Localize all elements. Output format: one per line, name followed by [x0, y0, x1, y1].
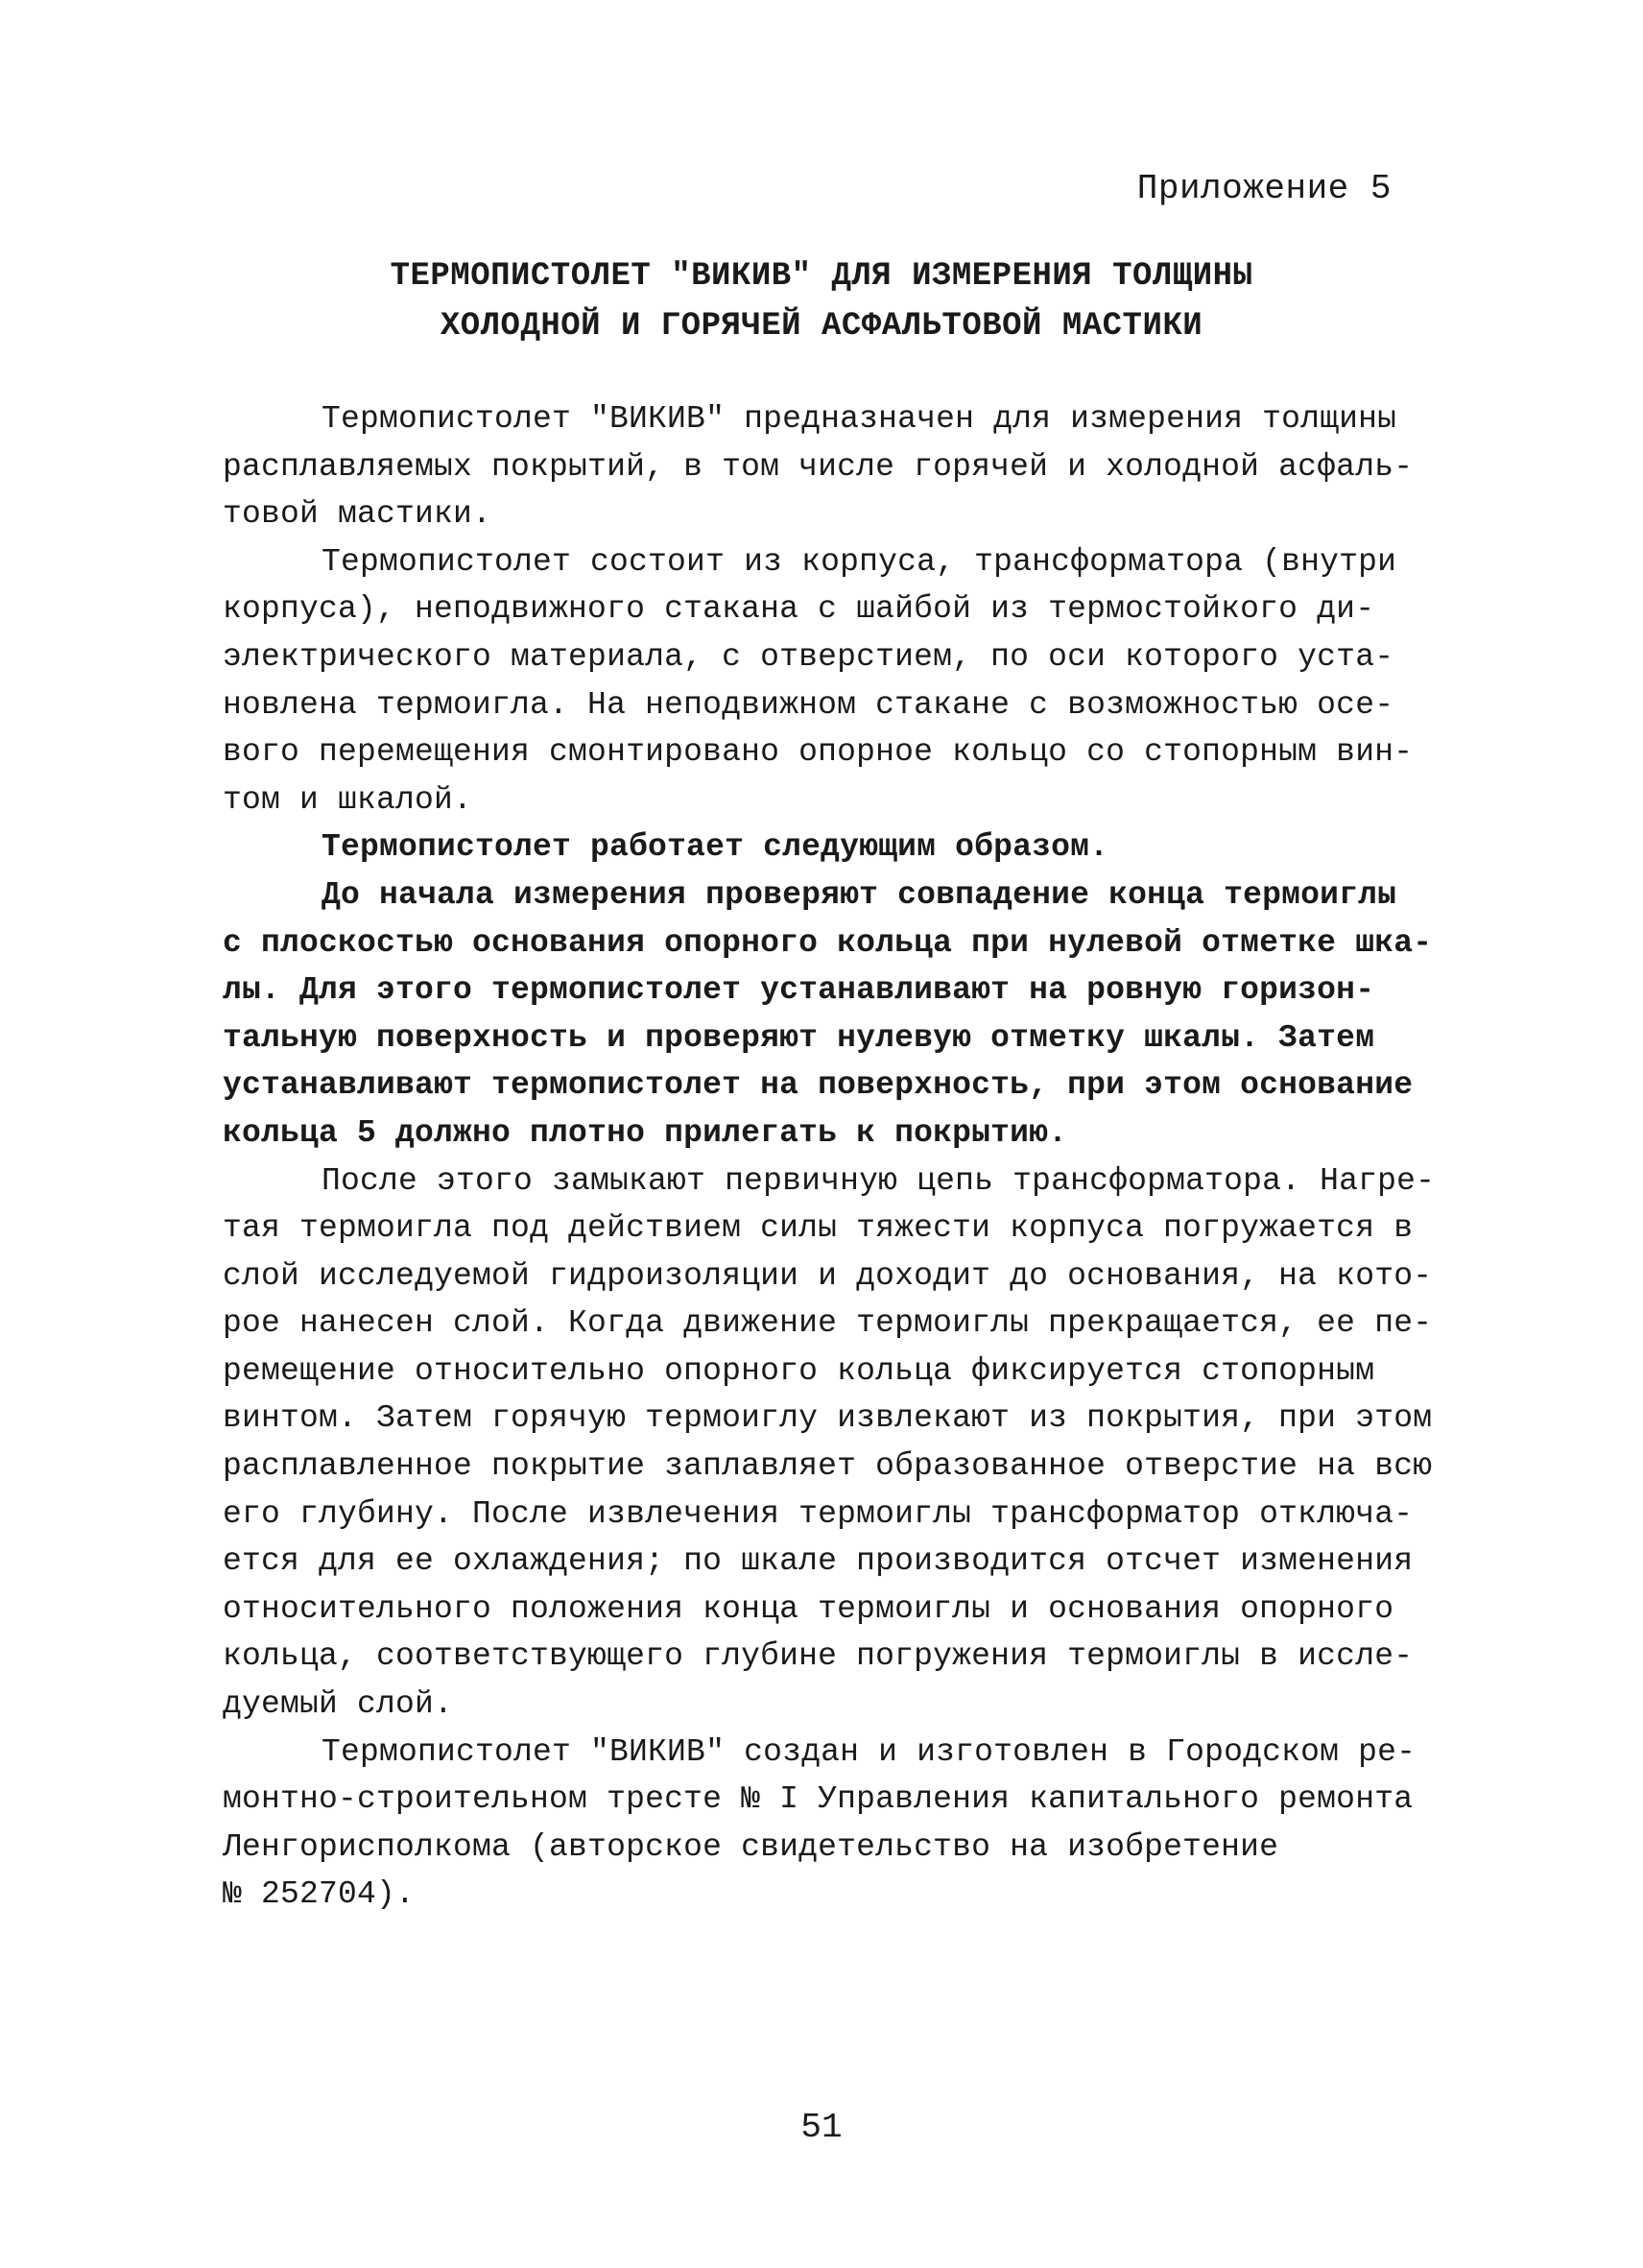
paragraph-5: [223, 1158, 1451, 1729]
text-line: расплавляемых покрытий, в том числе горячей и холодной асфаль-: [223, 448, 1414, 485]
document-title: [0, 251, 1643, 351]
text-line: монтно-строительном тресте № I Управления капитального ремонта: [223, 1781, 1414, 1818]
text-line: До начала измерения проверяют совпадение конца термоиглы: [321, 876, 1397, 913]
text-line: корпуса), неподвижного стакана с шайбой из термостойкого ди-: [223, 591, 1375, 628]
text-line: кольца 5 должно плотно прилегать к покрытию.: [223, 1114, 1068, 1151]
text-line: рое нанесен слой. Когда движение термоиглы прекращается, ее пе-: [223, 1305, 1433, 1342]
text-line: После этого замыкают первичную цепь трансформатора. Нагре-: [321, 1162, 1436, 1199]
text-line: с плоскостью основания опорного кольца при нулевой отметке шка-: [223, 924, 1433, 961]
text-line: товой мастики.: [223, 496, 492, 533]
title-line-2: ХОЛОДНОЙ И ГОРЯЧЕЙ АСФАЛЬТОВОЙ МАСТИКИ: [440, 308, 1203, 345]
text-line: лы. Для этого термопистолет устанавливают на ровную горизон-: [223, 972, 1375, 1009]
text-line: Термопистолет работает следующим образом.: [321, 829, 1109, 866]
appendix-label: Приложение 5: [1136, 169, 1392, 208]
text-line: тая термоигла под действием силы тяжести корпуса погружается в: [223, 1210, 1414, 1247]
text-line: дуемый слой.: [223, 1686, 454, 1723]
body-text: [223, 395, 1451, 1919]
paragraph-4: [223, 871, 1451, 1158]
text-line: Термопистолет "ВИКИВ" создан и изготовлен в Городском ре-: [321, 1733, 1417, 1770]
text-line: Термопистолет "ВИКИВ" предназначен для измерения толщины: [321, 401, 1397, 437]
text-line: ется для ее охлаждения; по шкале производится отсчет изменения: [223, 1543, 1414, 1580]
text-line: кольца, соответствующего глубине погружения термоиглы в иссле-: [223, 1638, 1414, 1675]
text-line: слой исследуемой гидроизоляции и доходит до основания, на кото-: [223, 1257, 1433, 1294]
paragraph-1: [223, 395, 1451, 538]
text-line: электрического материала, с отверстием, по оси которого уста-: [223, 638, 1394, 675]
paragraph-3: [223, 824, 1451, 871]
text-line: новлена термоигла. На неподвижном стакане с возможностью осе-: [223, 686, 1394, 723]
paragraph-6: [223, 1729, 1451, 1919]
text-line: устанавливают термопистолет на поверхность, при этом основание: [223, 1067, 1414, 1104]
text-line: ремещение относительно опорного кольца фиксируется стопорным: [223, 1352, 1375, 1389]
text-line: Термопистолет состоит из корпуса, трансформатора (внутри: [321, 543, 1397, 580]
title-line-1: ТЕРМОПИСТОЛЕТ "ВИКИВ" ДЛЯ ИЗМЕРЕНИЯ ТОЛЩИНЫ: [390, 258, 1253, 295]
text-line: винтом. Затем горячую термоиглу извлекают из покрытия, при этом: [223, 1400, 1433, 1437]
text-line: относительного положения конца термоиглы и основания опорного: [223, 1590, 1394, 1627]
text-line: его глубину. После извлечения термоиглы трансформатор отключа-: [223, 1495, 1414, 1532]
text-line: расплавленное покрытие заплавляет образованное отверстие на всю: [223, 1448, 1433, 1485]
text-line: тальную поверхность и проверяют нулевую отметку шкалы. Затем: [223, 1019, 1375, 1056]
paragraph-2: [223, 538, 1451, 824]
text-line: Ленгорисполкома (авторское свидетельство на изобретение: [223, 1828, 1279, 1865]
page-number: 51: [800, 2108, 843, 2147]
text-line: № 252704).: [223, 1876, 416, 1913]
text-line: вого перемещения смонтировано опорное кольцо со стопорным вин-: [223, 734, 1414, 771]
text-line: том и шкалой.: [223, 781, 473, 818]
